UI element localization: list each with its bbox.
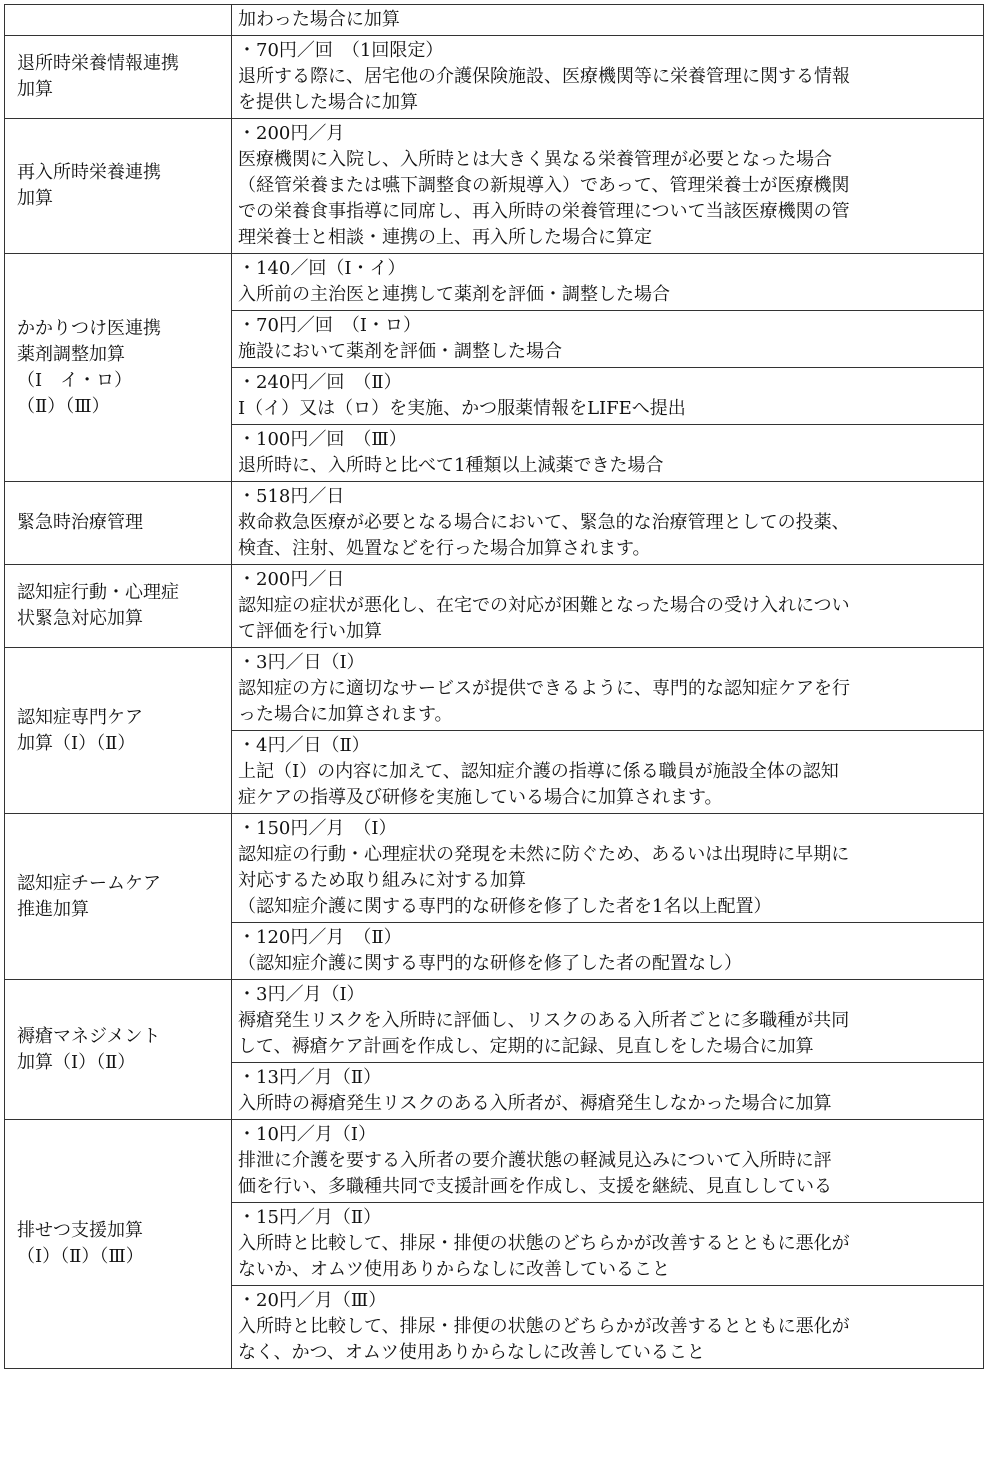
item-detail-cell (232, 980, 984, 1063)
table-row (5, 119, 984, 254)
price-line: ・200円／月 (238, 123, 345, 144)
item-name-cell (5, 1120, 232, 1369)
item-name-line: 認知症チームケア (17, 872, 161, 894)
description-line: 退所時に、入所時と比べて1種類以上減薬できた場合 (238, 455, 664, 476)
description-line: を提供した場合に加算 (238, 92, 418, 113)
description-line: て評価を行い加算 (238, 621, 382, 642)
item-detail-cell (232, 254, 984, 311)
item-name-cell (5, 5, 232, 36)
additions-table-body (5, 5, 984, 1369)
item-name-line: 状緊急対応加算 (17, 608, 143, 629)
item-name-line: 退所時栄養情報連携 (17, 53, 179, 74)
item-detail-cell (232, 482, 984, 565)
price-line: ・120円／月 （Ⅱ） (238, 927, 402, 948)
item-detail-cell (232, 1120, 984, 1203)
item-name-line: 緊急時治療管理 (17, 512, 143, 533)
price-line: ・200円／日 (238, 569, 345, 590)
table-row (5, 980, 984, 1063)
price-line: ・70円／回 （1回限定） (238, 40, 444, 61)
table-row (5, 565, 984, 648)
item-name-line: （Ⅱ）（Ⅲ） (17, 395, 110, 417)
item-detail-cell (232, 119, 984, 254)
description-line: 入所時の褥瘡発生リスクのある入所者が、褥瘡発生しなかった場合に加算 (238, 1093, 832, 1114)
item-detail-cell (232, 923, 984, 980)
price-line: ・70円／回 （Ⅰ・ロ） (238, 315, 422, 336)
price-line: ・4円／日（Ⅱ） (238, 735, 370, 756)
item-name-line: かかりつけ医連携 (17, 317, 161, 339)
additions-table (4, 4, 984, 1369)
price-line: ・100円／回 （Ⅲ） (238, 429, 407, 450)
description-line: 対応するため取り組みに対する加算 (238, 870, 526, 891)
description-line: 認知症の症状が悪化し、在宅での対応が困難となった場合の受け入れについ (238, 595, 850, 616)
item-name-line: （Ⅰ）（Ⅱ）（Ⅲ） (17, 1246, 144, 1267)
item-name-line: 加算（Ⅰ）（Ⅱ） (17, 732, 136, 754)
description-line: での栄養食事指導に同席し、再入所時の栄養管理について当該医療機関の管 (238, 201, 850, 222)
price-line: ・13円／月（Ⅱ） (238, 1067, 382, 1088)
item-name-line: 認知症行動・心理症 (17, 582, 179, 603)
item-name-line: 排せつ支援加算 (17, 1220, 143, 1241)
description-line: 症ケアの指導及び研修を実施している場合に加算されます。 (238, 787, 723, 808)
item-name-cell (5, 36, 232, 119)
description-line: 救命救急医療が必要となる場合において、緊急的な治療管理としての投薬、 (238, 512, 850, 533)
description-line: （認知症介護に関する専門的な研修を修了した者の配置なし） (238, 953, 742, 974)
item-name-line: 加算 (17, 188, 53, 209)
item-detail-cell (232, 1203, 984, 1286)
table-row (5, 814, 984, 923)
item-detail-cell (232, 1286, 984, 1369)
description-line: 入所時と比較して、排尿・排便の状態のどちらかが改善するとともに悪化が (238, 1316, 850, 1337)
price-line: ・518円／日 (238, 486, 345, 507)
price-line: ・240円／回 （Ⅱ） (238, 372, 402, 393)
description-line: 加わった場合に加算 (238, 9, 400, 30)
description-line: ないか、オムツ使用ありからなしに改善していること (238, 1259, 670, 1280)
description-line: 価を行い、多職種共同で支援計画を作成し、支援を継続、見直ししている (238, 1176, 832, 1197)
table-row (5, 5, 984, 36)
price-line: ・15円／月（Ⅱ） (238, 1207, 382, 1228)
table-row (5, 254, 984, 311)
description-line: 上記（Ⅰ）の内容に加えて、認知症介護の指導に係る職員が施設全体の認知 (238, 761, 839, 782)
item-name-cell (5, 648, 232, 814)
item-name-line: （Ⅰ イ・ロ） (17, 369, 133, 391)
price-line: ・3円／月（Ⅰ） (238, 984, 365, 1005)
table-row (5, 482, 984, 565)
item-detail-cell (232, 425, 984, 482)
item-name-line: 加算 (17, 79, 53, 100)
item-detail-cell (232, 368, 984, 425)
item-detail-cell (232, 1063, 984, 1120)
description-line: 排泄に介護を要する入所者の要介護状態の軽減見込みについて入所時に評 (238, 1150, 832, 1171)
description-line: 入所時と比較して、排尿・排便の状態のどちらかが改善するとともに悪化が (238, 1233, 850, 1254)
price-line: ・3円／日（Ⅰ） (238, 652, 365, 673)
description-line: 退所する際に、居宅他の介護保険施設、医療機関等に栄養管理に関する情報 (238, 66, 850, 87)
item-detail-cell (232, 311, 984, 368)
price-line: ・140／回（Ⅰ・イ） (238, 258, 406, 279)
description-line: 検査、注射、処置などを行った場合加算されます。 (238, 538, 651, 559)
table-row (5, 648, 984, 731)
description-line: った場合に加算されます。 (238, 704, 453, 725)
description-line: 認知症の行動・心理症状の発現を未然に防ぐため、あるいは出現時に早期に (238, 844, 850, 865)
item-name-line: 褥瘡マネジメント (17, 1025, 161, 1047)
item-name-line: 推進加算 (17, 898, 89, 920)
description-line: Ⅰ（イ）又は（ロ）を実施、かつ服薬情報をLIFEへ提出 (238, 398, 686, 419)
item-detail-cell (232, 36, 984, 119)
description-line: して、褥瘡ケア計画を作成し、定期的に記録、見直しをした場合に加算 (238, 1036, 814, 1057)
item-detail-cell (232, 731, 984, 814)
price-line: ・150円／月 （Ⅰ） (238, 818, 397, 839)
description-line: なく、かつ、オムツ使用ありからなしに改善していること (238, 1342, 705, 1363)
description-line: 入所前の主治医と連携して薬剤を評価・調整した場合 (238, 284, 670, 305)
item-detail-cell (232, 648, 984, 731)
description-line: （認知症介護に関する専門的な研修を修了した者を1名以上配置） (238, 896, 772, 917)
item-name-line: 再入所時栄養連携 (17, 162, 161, 183)
price-line: ・20円／月（Ⅲ） (238, 1290, 387, 1311)
description-line: 医療機関に入院し、入所時とは大きく異なる栄養管理が必要となった場合 (238, 149, 832, 170)
description-line: （経管栄養または嚥下調整食の新規導入）であって、管理栄養士が医療機関 (238, 175, 850, 196)
item-detail-cell (232, 565, 984, 648)
table-row (5, 1120, 984, 1203)
item-name-line: 認知症専門ケア (17, 706, 143, 728)
price-line: ・10円／月（Ⅰ） (238, 1124, 377, 1145)
table-row (5, 36, 984, 119)
item-detail-cell (232, 814, 984, 923)
description-line: 理栄養士と相談・連携の上、再入所した場合に算定 (238, 227, 652, 248)
item-name-cell (5, 119, 232, 254)
item-name-cell (5, 565, 232, 648)
item-name-line: 薬剤調整加算 (17, 343, 125, 365)
item-name-cell (5, 254, 232, 482)
description-line: 褥瘡発生リスクを入所時に評価し、リスクのある入所者ごとに多職種が共同 (238, 1010, 850, 1031)
item-name-cell (5, 482, 232, 565)
item-name-cell (5, 814, 232, 980)
item-detail-cell (232, 5, 984, 36)
item-name-line: 加算（Ⅰ）（Ⅱ） (17, 1051, 136, 1073)
description-line: 認知症の方に適切なサービスが提供できるように、専門的な認知症ケアを行 (238, 678, 850, 699)
item-name-cell (5, 980, 232, 1120)
description-line: 施設において薬剤を評価・調整した場合 (238, 341, 562, 362)
